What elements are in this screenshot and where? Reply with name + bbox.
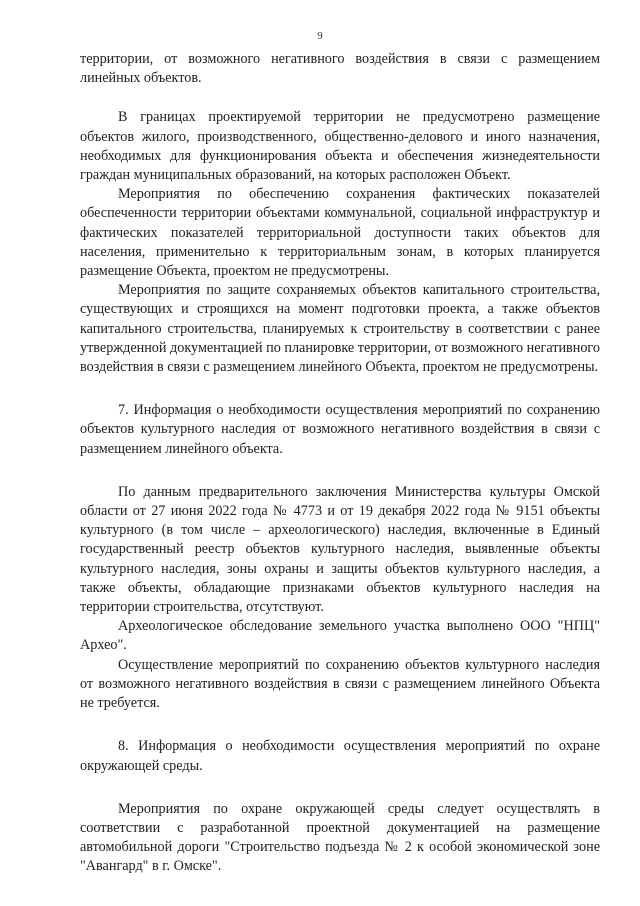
paragraph-archaeological-survey: Археологическое обследование земельного участка выполнено ООО "НПЦ" Архео".	[80, 618, 600, 654]
paragraph-ministry-conclusion: По данным предварительного заключения Министерства культуры Омской области от 27 июня 2022 года № 4773 и от 19 декабря 2022 года № 9151 объекты культурного (в том числе – археологического) наследия, включенные в Единый государственный реестр объектов культурного наследия, выявленные объекты культурного наследия, зоны охраны и защиты объектов культурного наследия, а также объекты, обладающие признаками объектов культурного наследия на территории строительства, отсутствуют.	[80, 483, 600, 616]
page-number: 9	[317, 30, 323, 42]
paragraph-environment-measures: Мероприятия по охране окружающей среды следует осуществлять в соответствии с разработанной проектной документацией на размещение автомобильной дороги "Строительство подъезда № 2 к особой экономической зоне "Авангард" в г. Омске".	[80, 800, 600, 875]
section-heading-8: 8. Информация о необходимости осуществления мероприятий по охране окружающей среды.	[80, 738, 600, 774]
paragraph-no-placement: В границах проектируемой территории не предусмотрено размещение объектов жилого, производственного, общественно-делового и иного назначения, необходимых для функционирования объекта и обеспечения жизнедеятельности граждан муниципальных образований, на которых расположен Объект.	[80, 109, 600, 184]
paragraph-infrastructure-measures: Мероприятия по обеспечению сохранения фактических показателей обеспеченности территории объектами коммунальной, социальной инфраструктур и фактических показателей территориальной доступности таких объектов для населения, применительно к территориальным зонам, в которых планируется размещение Объекта, проектом не предусмотрены.	[80, 186, 600, 280]
document-body	[80, 50, 600, 877]
section-heading-7: 7. Информация о необходимости осуществления мероприятий по сохранению объектов культурного наследия от возможного негативного воздействия в связи с размещением линейного объекта.	[80, 402, 600, 457]
paragraph-heritage-not-required: Осуществление мероприятий по сохранению объектов культурного наследия от возможного негативного воздействия в связи с размещением линейного Объекта не требуется.	[80, 656, 600, 712]
paragraph-continuation: территории, от возможного негативного воздействия в связи с размещением линейных объектов.	[80, 51, 600, 87]
paragraph-protection-measures: Мероприятия по защите сохраняемых объектов капитального строительства, существующих и строящихся на момент подготовки проекта, а также объектов капитального строительства, планируемых к строительству в соответствии с ранее утвержденной документацией по планировке территории, от возможного негативного воздействия в связи с размещением линейного Объекта, проектом не предусмотрены.	[80, 282, 600, 376]
